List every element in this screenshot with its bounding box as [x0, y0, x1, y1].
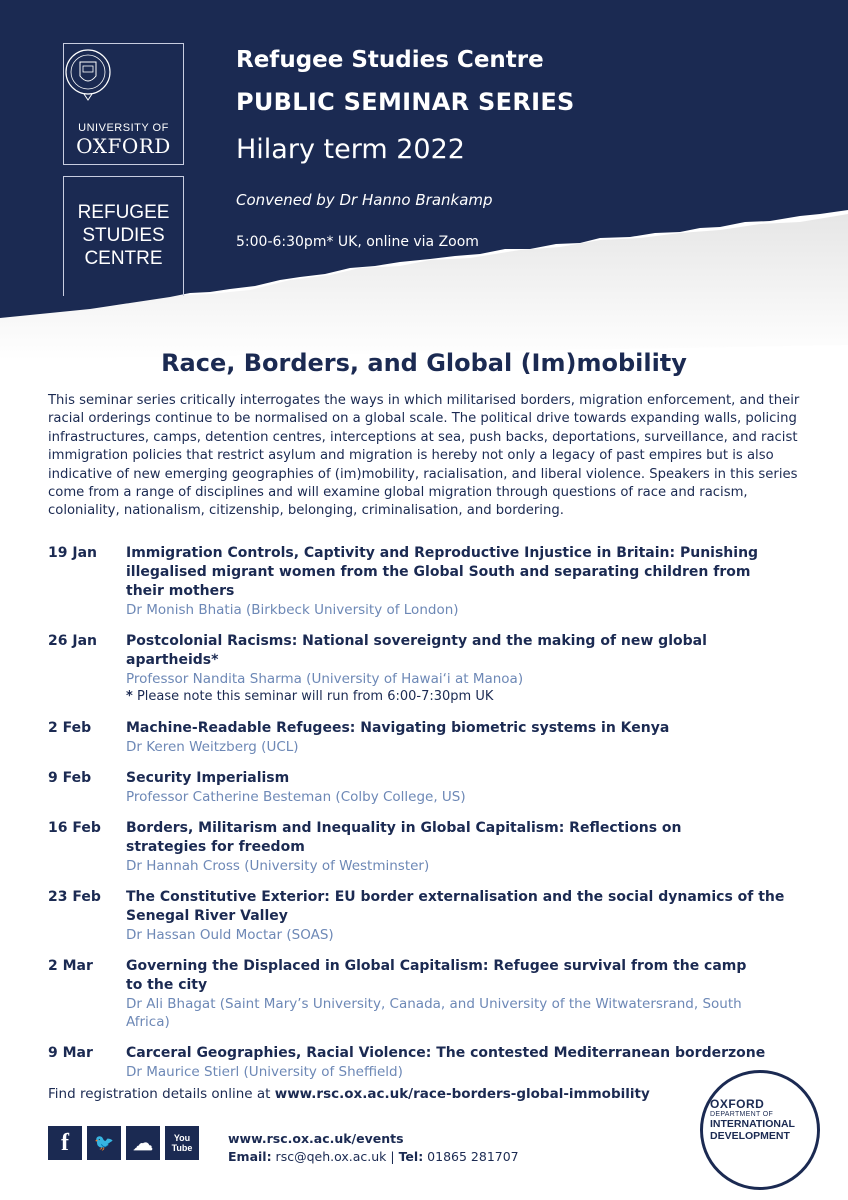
note-star: *: [126, 689, 133, 704]
session-date: 16 Feb: [48, 820, 101, 836]
odid-line: DEVELOPMENT: [710, 1130, 790, 1142]
odid-line: DEPARTMENT OF: [710, 1111, 774, 1118]
events-link[interactable]: www.rsc.ox.ac.uk/events: [228, 1131, 404, 1146]
facebook-icon[interactable]: f: [48, 1126, 82, 1160]
session-date: 23 Feb: [48, 889, 101, 905]
session-speaker: Dr Keren Weitzberg (UCL): [126, 739, 299, 755]
session-title: Carceral Geographies, Racial Violence: The contested Mediterranean borderzone: [126, 1045, 766, 1061]
registration-link[interactable]: www.rsc.ox.ac.uk/race-borders-global-immobility: [274, 1086, 650, 1102]
youtube-icon[interactable]: You Tube: [165, 1126, 199, 1160]
session-date: 2 Feb: [48, 720, 92, 736]
oxford-label: OXFORD: [76, 134, 171, 158]
session-item: [48, 1044, 808, 1081]
session-speaker: Dr Ali Bhagat (Saint Mary’s University, Canada, and University of the Witwatersrand, South Africa): [126, 996, 742, 1030]
rsc-logo-line: STUDIES: [82, 225, 165, 246]
rsc-logo: [63, 176, 184, 296]
session-date: 19 Jan: [48, 545, 97, 561]
oxford-crest-icon: [64, 44, 112, 110]
session-title: Security Imperialism: [126, 770, 290, 786]
email-label: Email:: [228, 1149, 272, 1164]
session-title: Governing the Displaced in Global Capitalism: Refugee survival from the camp to the city: [126, 958, 747, 993]
odid-logo: [700, 1070, 820, 1190]
session-title: Machine-Readable Refugees: Navigating biometric systems in Kenya: [126, 720, 670, 736]
session-speaker: Dr Hannah Cross (University of Westminster): [126, 858, 430, 874]
email-value[interactable]: rsc@qeh.ox.ac.uk |: [271, 1149, 399, 1164]
twitter-icon[interactable]: 🐦: [87, 1126, 121, 1160]
session-speaker: Professor Catherine Besteman (Colby College, US): [126, 789, 466, 805]
registration-line: [48, 1086, 650, 1102]
centre-title: Refugee Studies Centre: [236, 47, 544, 73]
note-time: 6:00-7:30pm UK: [387, 689, 494, 704]
seminar-time: 5:00-6:30pm* UK, online via Zoom: [236, 234, 479, 250]
session-item: [48, 888, 808, 944]
rsc-logo-line: CENTRE: [84, 248, 163, 269]
session-item: [48, 632, 808, 706]
session-note: [126, 688, 808, 706]
rsc-logo-line: REFUGEE: [77, 202, 170, 223]
odid-line: OXFORD: [710, 1097, 765, 1111]
session-item: [48, 719, 808, 756]
session-date: 2 Mar: [48, 958, 93, 974]
convener: Convened by Dr Hanno Brankamp: [236, 191, 493, 209]
oxford-logo: [63, 43, 184, 165]
session-title: Postcolonial Racisms: National sovereignty and the making of new global apartheids*: [126, 633, 707, 668]
header-banner: [0, 0, 848, 360]
session-item: [48, 544, 808, 619]
social-icons: [48, 1126, 199, 1160]
contact-details: [228, 1130, 519, 1166]
session-item: [48, 769, 808, 806]
session-title: Borders, Militarism and Inequality in Global Capitalism: Reflections on strategies for freedom: [126, 820, 682, 855]
note-text: Please note this seminar will run from: [132, 689, 388, 704]
tel-value: 01865 281707: [423, 1149, 519, 1164]
session-speaker: Dr Hassan Ould Moctar (SOAS): [126, 927, 334, 943]
session-speaker: Dr Monish Bhatia (Birkbeck University of London): [126, 602, 459, 618]
tel-label: Tel:: [398, 1149, 424, 1164]
page-title: Race, Borders, and Global (Im)mobility: [161, 349, 687, 377]
university-of-label: UNIVERSITY OF: [78, 122, 169, 134]
session-item: [48, 819, 808, 875]
session-item: [48, 957, 808, 1031]
session-date: 26 Jan: [48, 633, 97, 649]
term-title: Hilary term 2022: [236, 134, 465, 165]
session-date: 9 Mar: [48, 1045, 93, 1061]
session-title: Immigration Controls, Captivity and Reproductive Injustice in Britain: Punishing illegalised migrant women from the Global South and separating children from their mothers: [126, 545, 759, 599]
odid-line: INTERNATIONAL: [710, 1118, 795, 1130]
session-speaker: Professor Nandita Sharma (University of Hawai‘i at Manoa): [126, 671, 524, 687]
series-title: PUBLIC SEMINAR SERIES: [236, 88, 575, 116]
session-date: 9 Feb: [48, 770, 92, 786]
intro-paragraph: This seminar series critically interrogates the ways in which militarised borders, migration enforcement, and their racial orderings continue to be normalised on a global scale. The political drive towards expanding walls, policing infrastructures, camps, detention centres, interceptions at sea, push backs, deportations, surveillance, and racist immigration policies that restrict asylum and migration is hereby not only a legacy of past empires but is also indicative of new emerging geographies of (im)mobility, racialisation, and liberal violence. Speakers in this series come from a range of disciplines and will examine global migration through questions of race and racism, coloniality, nationalism, citizenship, belonging, criminalisation, and bordering.: [48, 393, 800, 519]
soundcloud-icon[interactable]: ☁: [126, 1126, 160, 1160]
session-speaker: Dr Maurice Stierl (University of Sheffield): [126, 1064, 403, 1080]
rsc-logo-text: [64, 201, 183, 270]
session-list: [48, 544, 808, 1094]
registration-text: Find registration details online at: [48, 1086, 275, 1102]
session-title: The Constitutive Exterior: EU border externalisation and the social dynamics of the Senegal River Valley: [126, 889, 785, 924]
